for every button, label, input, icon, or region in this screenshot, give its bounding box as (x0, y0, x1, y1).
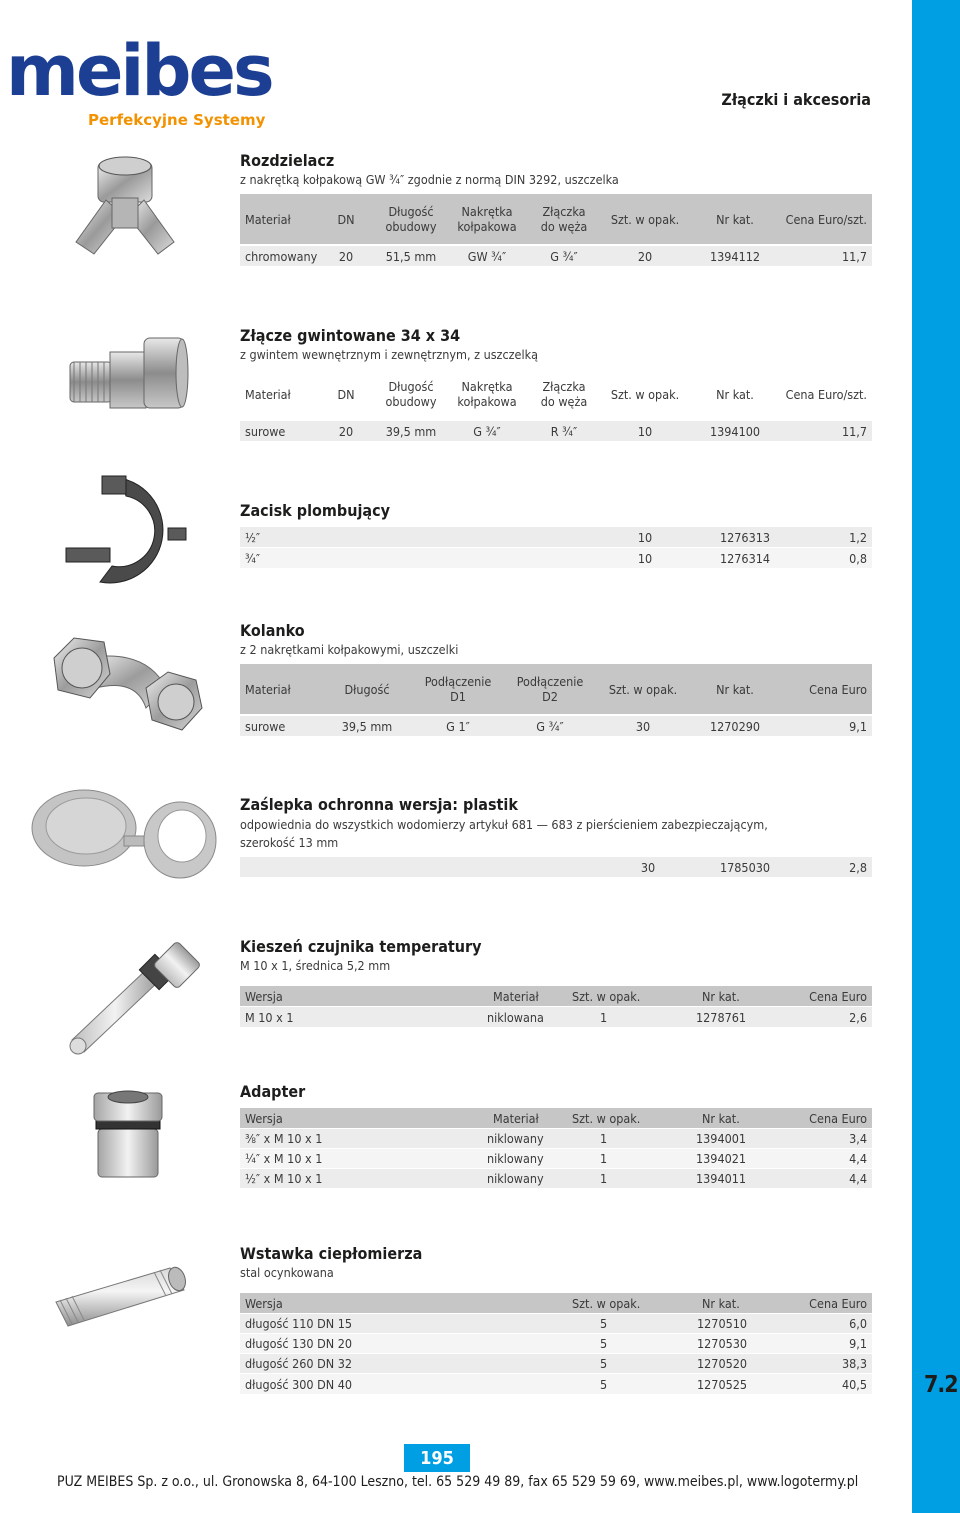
table-header (240, 194, 872, 244)
table-cell: 39,5 mm (385, 423, 437, 439)
header-cell: Cena Euro (809, 1295, 867, 1311)
table-row (240, 857, 872, 877)
distributor-fitting-image (66, 150, 186, 275)
header-cell: Złączka do węża (540, 204, 588, 234)
protective-cap-image (24, 784, 219, 894)
header-cell: Szt. w opak. (572, 1110, 641, 1126)
table-header (240, 369, 872, 419)
header-cell: Długość obudowy (385, 204, 437, 234)
table-zacisk (240, 527, 872, 568)
table-cell: chromowany (245, 248, 318, 264)
table-cell: 1276313 (719, 529, 771, 545)
table-rozdzielacz (240, 194, 872, 276)
header-cell: Szt. w opak. (610, 386, 680, 402)
table-cell: 20 (338, 423, 354, 439)
table-cell: niklowany (487, 1151, 544, 1166)
table-cell: 39,5 mm (341, 718, 393, 734)
table-cell: 10 (637, 550, 653, 566)
elbow-fitting-image (46, 628, 211, 738)
table-header (240, 986, 872, 1006)
table-cell: surowe (245, 423, 286, 439)
header-cell: Podłączenie D2 (516, 674, 584, 704)
table-kolanko (240, 664, 872, 736)
section-subtitle-kieszen: M 10 x 1, średnica 5,2 mm (240, 958, 391, 973)
page-number: 195 (404, 1444, 470, 1472)
table-header (240, 664, 872, 714)
page-category-title: Złączki i akcesoria (721, 90, 871, 109)
table-row (240, 1149, 872, 1168)
table-cell: 11,7 (841, 248, 867, 264)
table-cell: niklowany (487, 1171, 544, 1186)
table-cell: 2,6 (849, 1009, 867, 1025)
table-cell: ¼″ x M 10 x 1 (245, 1151, 323, 1166)
table-cell: R ¾″ (550, 423, 578, 439)
table-row (240, 1354, 872, 1373)
section-subtitle-rozdzielacz: z nakrętką kołpakową GW ¾″ zgodnie z normą DIN 3292, uszczelka (240, 172, 619, 187)
table-cell: ½″ (245, 529, 261, 545)
threaded-connector-image (64, 332, 189, 417)
table-cell: M 10 x 1 (245, 1009, 294, 1025)
table-cell: 1394011 (696, 1171, 747, 1186)
table-cell: G 1″ (446, 718, 470, 734)
header-cell: Materiał (493, 988, 539, 1004)
table-cell: GW ¾″ (467, 248, 507, 264)
table-cell: 1270530 (697, 1336, 748, 1351)
table-cell: 5 (600, 1316, 608, 1331)
table-cell: 1 (600, 1151, 608, 1166)
table-cell: ¾″ (245, 550, 261, 566)
table-cell: 1,2 (849, 529, 867, 545)
header-cell: Materiał (245, 211, 291, 227)
meibes-logo: meibes (6, 30, 272, 112)
table-cell: 51,5 mm (385, 248, 437, 264)
table-cell: 1 (600, 1009, 608, 1025)
table-row (240, 1334, 872, 1353)
section-subtitle-zaslepka-2: szerokość 13 mm (240, 835, 339, 850)
section-title-zlacze: Złącze gwintowane 34 x 34 (240, 326, 461, 345)
table-cell: 10 (637, 423, 653, 439)
header-cell: Nr kat. (716, 386, 754, 402)
header-cell: Materiał (493, 1110, 539, 1126)
table-cell: surowe (245, 718, 286, 734)
table-cell: 1394100 (709, 423, 761, 439)
table-cell: 2,8 (849, 859, 867, 875)
table-kieszen (240, 986, 872, 1027)
adapter-image (88, 1085, 168, 1185)
table-cell: 9,1 (849, 718, 867, 734)
table-row (240, 246, 872, 266)
table-cell: 1270525 (697, 1376, 748, 1392)
section-title-zacisk: Zacisk plombujący (240, 501, 390, 520)
table-cell: 40,5 (841, 1376, 867, 1392)
header-cell: Nakrętka kołpakowa (457, 379, 517, 409)
table-row (240, 1007, 872, 1027)
table-cell: 1 (600, 1171, 608, 1186)
sealing-clamp-image (60, 470, 190, 595)
header-cell: Szt. w opak. (572, 988, 641, 1004)
table-cell: 5 (600, 1376, 608, 1392)
table-row (240, 716, 872, 736)
table-cell: 1270290 (709, 718, 761, 734)
header-cell: DN (337, 386, 355, 402)
table-adapter (240, 1108, 872, 1189)
section-title-rozdzielacz: Rozdzielacz (240, 151, 335, 170)
header-cell: Szt. w opak. (572, 1295, 641, 1311)
header-cell: Cena Euro (809, 988, 867, 1004)
table-header (240, 1293, 872, 1313)
table-cell: 20 (338, 248, 354, 264)
table-zlacze (240, 369, 872, 441)
table-cell: 1276314 (719, 550, 771, 566)
table-row (240, 548, 872, 568)
section-title-zaslepka: Zaślepka ochronna wersja: plastik (240, 795, 518, 814)
sensor-pocket-image (60, 940, 200, 1060)
header-cell: Cena Euro/szt. (785, 211, 867, 227)
table-cell: G ¾″ (473, 423, 501, 439)
header-cell: Nr kat. (716, 681, 754, 697)
header-cell: Cena Euro (809, 681, 867, 697)
header-cell: Nakrętka kołpakowa (457, 204, 517, 234)
table-cell: niklowany (487, 1131, 544, 1146)
table-header (240, 1108, 872, 1128)
header-cell: Cena Euro/szt. (785, 386, 867, 402)
header-cell: Długość obudowy (385, 379, 437, 409)
table-cell: 11,7 (841, 423, 867, 439)
table-cell: długość 260 DN 32 (245, 1356, 353, 1371)
table-row (240, 1374, 872, 1394)
table-cell: G ¾″ (550, 248, 578, 264)
section-subtitle-kolanko: z 2 nakrętkami kołpakowymi, uszczelki (240, 642, 459, 657)
table-cell: 4,4 (849, 1151, 867, 1166)
table-cell: 1278761 (696, 1009, 747, 1025)
header-cell: DN (337, 211, 355, 227)
table-cell: niklowana (487, 1009, 544, 1025)
table-cell: 6,0 (849, 1316, 867, 1331)
table-cell: 1394001 (696, 1131, 747, 1146)
header-cell: Złączka do węża (540, 379, 588, 409)
table-cell: ⅜″ x M 10 x 1 (245, 1131, 323, 1146)
header-cell: Wersja (245, 1110, 283, 1126)
table-cell: 1 (600, 1131, 608, 1146)
table-cell: 9,1 (849, 1336, 867, 1351)
table-cell: 38,3 (841, 1356, 867, 1371)
header-cell: Nr kat. (716, 211, 754, 227)
table-cell: 30 (635, 718, 651, 734)
section-subtitle-zlacze: z gwintem wewnętrznym i zewnętrznym, z uszczelką (240, 347, 538, 362)
footer-address: PUZ MEIBES Sp. z o.o., ul. Gronowska 8, 64-100 Leszno, tel. 65 529 49 89, fax 65 529 59 69, www.meibes.pl, www.logotermy.pl (57, 1474, 859, 1490)
table-cell: 5 (600, 1356, 608, 1371)
table-cell: 1394112 (709, 248, 761, 264)
header-cell: Materiał (245, 386, 291, 402)
side-tab-number: 7.2 (924, 1372, 958, 1398)
table-cell: ½″ x M 10 x 1 (245, 1171, 323, 1186)
header-cell: Nr kat. (702, 1295, 740, 1311)
header-cell: Podłączenie D1 (424, 674, 492, 704)
table-cell: 1394021 (696, 1151, 747, 1166)
section-title-adapter: Adapter (240, 1082, 306, 1101)
header-cell: Nr kat. (702, 988, 740, 1004)
section-title-wstawka: Wstawka ciepłomierza (240, 1244, 423, 1263)
table-row (240, 1129, 872, 1148)
table-row (240, 1169, 872, 1188)
logo-tagline: Perfekcyjne Systemy (88, 111, 266, 129)
section-subtitle-wstawka: stal ocynkowana (240, 1265, 334, 1280)
header-cell: Cena Euro (809, 1110, 867, 1126)
table-cell: 20 (637, 248, 653, 264)
header-cell: Wersja (245, 988, 283, 1004)
table-row (240, 1314, 872, 1333)
table-zaslepka (240, 857, 872, 878)
table-cell: 1270510 (697, 1316, 748, 1331)
table-cell: długość 110 DN 15 (245, 1316, 353, 1331)
header-cell: Szt. w opak. (608, 681, 678, 697)
section-subtitle-zaslepka-1: odpowiednia do wszystkich wodomierzy artykuł 681 — 683 z pierścieniem zabezpieczającym, (240, 817, 768, 832)
table-cell: długość 130 DN 20 (245, 1336, 353, 1351)
table-cell: 0,8 (849, 550, 867, 566)
header-cell: Wersja (245, 1295, 283, 1311)
table-cell: 5 (600, 1336, 608, 1351)
table-row (240, 421, 872, 441)
table-row (240, 527, 872, 547)
table-cell: 1270520 (697, 1356, 748, 1371)
header-cell: Materiał (245, 681, 291, 697)
section-title-kolanko: Kolanko (240, 621, 305, 640)
section-title-kieszen: Kieszeń czujnika temperatury (240, 937, 482, 956)
table-cell: długość 300 DN 40 (245, 1376, 353, 1392)
table-cell: 10 (637, 529, 653, 545)
meter-insert-image (50, 1262, 190, 1332)
header-cell: Długość (344, 681, 390, 697)
header-cell: Szt. w opak. (610, 211, 680, 227)
header-cell: Nr kat. (702, 1110, 740, 1126)
table-cell: G ¾″ (536, 718, 564, 734)
table-cell: 1785030 (719, 859, 771, 875)
side-color-bar (912, 0, 960, 1513)
table-cell: 3,4 (849, 1131, 867, 1146)
table-cell: 30 (640, 859, 656, 875)
table-cell: 4,4 (849, 1171, 867, 1186)
table-wstawka (240, 1293, 872, 1394)
